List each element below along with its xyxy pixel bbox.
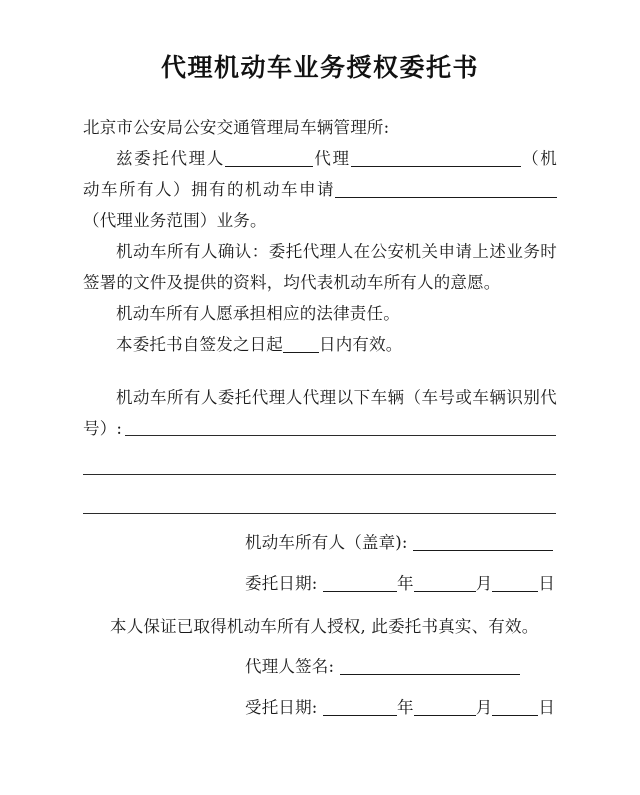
agent-date-line xyxy=(245,696,555,720)
owner-date-day-unit: 日 xyxy=(538,574,556,593)
vehicle-rule-line-1[interactable] xyxy=(125,435,556,436)
agent-date-day-unit: 日 xyxy=(538,698,556,717)
agent-date-year-blank[interactable] xyxy=(323,700,397,716)
owner-date-year-blank[interactable] xyxy=(323,576,397,592)
commission-text-a: 兹委托代理人 xyxy=(116,149,225,168)
owner-seal-blank[interactable] xyxy=(413,535,553,551)
guarantee-text: 本人保证已取得机动车所有人授权, 此委托书真实、有效。 xyxy=(110,617,539,636)
owner-name-blank[interactable] xyxy=(351,151,521,167)
agent-name-blank[interactable] xyxy=(225,151,313,167)
owner-date-year-unit: 年 xyxy=(397,574,414,593)
confirmation-paragraph xyxy=(83,236,557,298)
validity-text-b: 日内有效。 xyxy=(319,335,403,354)
business-scope-blank[interactable] xyxy=(335,182,557,198)
validity-paragraph xyxy=(83,329,557,360)
vehicle-rule-line-2[interactable] xyxy=(83,474,556,475)
addressee-text: 北京市公安局公安交通管理局车辆管理所: xyxy=(83,118,390,137)
document-body xyxy=(83,112,557,444)
agent-sign-label: 代理人签名: xyxy=(245,657,335,676)
commission-paragraph xyxy=(83,143,557,236)
agent-date-month-blank[interactable] xyxy=(414,700,476,716)
owner-date-month-blank[interactable] xyxy=(414,576,476,592)
commission-text-b: 代理 xyxy=(312,149,351,168)
validity-text-a: 本委托书自签发之日起 xyxy=(116,335,283,354)
vehicle-list-lead-text: 机动车所有人委托代理人代理以下车辆（车号或车辆识别代号）: xyxy=(83,388,557,438)
page-title: 代理机动车业务授权委托书 xyxy=(160,53,479,82)
agent-signature-line xyxy=(245,655,520,679)
liability-paragraph xyxy=(83,298,557,329)
agent-signature-blank[interactable] xyxy=(340,659,520,675)
commission-text-d: （代理业务范围）业务。 xyxy=(83,211,267,230)
commission-text-c: （机动车所有人）拥有的机动车申请 xyxy=(83,149,557,199)
addressee-line xyxy=(83,112,557,143)
agent-date-day-blank[interactable] xyxy=(492,700,538,716)
vehicle-rule-line-3[interactable] xyxy=(83,513,556,514)
agent-date-month-unit: 月 xyxy=(475,698,493,717)
owner-seal-line xyxy=(245,531,553,555)
validity-days-blank[interactable] xyxy=(283,337,319,353)
agent-date-year-unit: 年 xyxy=(397,698,414,717)
owner-date-label: 委托日期: xyxy=(245,574,318,593)
liability-text: 机动车所有人愿承担相应的法律责任。 xyxy=(116,304,400,323)
owner-date-month-unit: 月 xyxy=(475,574,493,593)
owner-date-line xyxy=(245,572,555,596)
guarantee-paragraph xyxy=(110,615,538,639)
agent-date-label: 受托日期: xyxy=(245,698,318,717)
owner-seal-label: 机动车所有人（盖章): xyxy=(245,533,408,552)
owner-date-day-blank[interactable] xyxy=(492,576,538,592)
confirmation-text: 机动车所有人确认：委托代理人在公安机关申请上述业务时签署的文件及提供的资料，均代表机动车所有人的意愿。 xyxy=(83,242,557,292)
